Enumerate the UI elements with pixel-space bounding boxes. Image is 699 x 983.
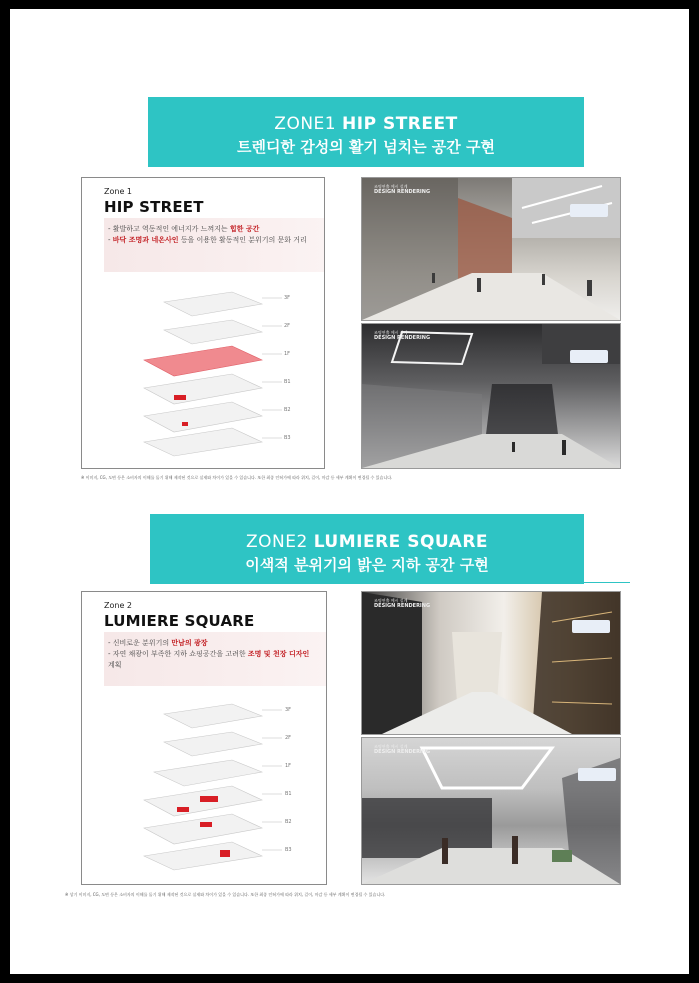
zone2-floor-label-2f: 2F	[285, 735, 292, 741]
zone2-floor-label-1f: 1F	[285, 763, 292, 769]
zone2-photo2-tag: 조명연출 예시 설계 DESIGN RENDERING	[374, 744, 431, 755]
zone1-footnote: ※ 이미지, CG, 도면 등은 소비자의 이해를 돕기 위해 제작된 것으로 실제와 차이가 있을 수 있습니다. 또한 최종 인허가에 따라 위치, 길이, 마감 등 세부 계획이 변경될 수 있습니다.	[81, 475, 393, 480]
zone2-desc-item-1: - 신비로운 분위기의 만남의 광장	[108, 639, 208, 647]
zone1-floor-b1	[144, 374, 262, 404]
zone2-photo1-tag: 조명연출 예시 설계 DESIGN RENDERING	[374, 598, 431, 609]
zone1-desc-item-2: - 바닥 조명과 네온사인 등을 이용한 활동적인 분위기의 문화 거리	[108, 236, 307, 244]
zone1-photo2-tag: 조명연출 예시 설계 DESIGN RENDERING	[374, 330, 431, 341]
zone1-desc-item-1: - 활발하고 역동적인 에너지가 느껴지는 힙한 공간	[108, 225, 260, 233]
zone1-title: HIP STREET	[104, 198, 204, 216]
zone1-floor-b2	[144, 402, 262, 432]
zone2-photo1-scene	[362, 592, 620, 734]
zone2-b2-marker	[200, 822, 212, 827]
zone1-info-panel	[81, 177, 325, 469]
zone2-floor-b2	[144, 814, 262, 844]
zone2-footnote: ※ 상기 이미지, CG, 도면 등은 소비자의 이해를 돕기 위해 제작된 것으로 실제와 차이가 있을 수 있습니다. 또한 최종 인허가에 따라 위치, 길이, 마감 등 세부 계획이 변경될 수 있습니다.	[65, 892, 386, 897]
zone1-isometric-floors	[82, 278, 324, 458]
zone1-floor-label-2f: 2F	[284, 323, 291, 329]
zone1-floor-label-b1: B1	[284, 379, 291, 385]
zone2-floor-label-3f: 3F	[285, 707, 292, 713]
zone2-floor-label-b3: B3	[285, 847, 292, 853]
zone1-floor-b3	[144, 428, 262, 456]
zone1-floor-1f	[144, 346, 262, 376]
zone1-photo1-scene	[362, 178, 620, 320]
zone2-info-panel	[81, 591, 327, 885]
zone2-floor-1f	[154, 760, 262, 786]
zone1-description	[104, 218, 324, 272]
zone2-banner	[150, 514, 584, 584]
zone1-floor-label-b3: B3	[284, 435, 291, 441]
zone2-floor-3f	[164, 704, 262, 728]
zone1-floor-2f	[164, 320, 262, 344]
zone1-banner-heading: ZONE1 HIP STREET	[274, 114, 458, 134]
zone1-banner-subtitle: 트렌디한 감성의 활기 넘치는 공간 구현	[237, 138, 495, 156]
zone2-b3-marker	[220, 850, 230, 857]
zone1-b2-marker	[182, 422, 188, 426]
zone1-floor-3f	[164, 292, 262, 316]
zone2-floor-2f	[164, 732, 262, 756]
zone2-floor-label-b1: B1	[285, 791, 292, 797]
zone1-floor-label-3f: 3F	[284, 295, 291, 301]
zone2-title: LUMIERE SQUARE	[104, 612, 255, 630]
zone2-banner-heading: ZONE2 LUMIERE SQUARE	[245, 532, 489, 552]
zone1-label: Zone 1	[104, 187, 132, 196]
zone2-isometric-floors	[82, 692, 326, 872]
zone1-b1-marker	[174, 395, 186, 400]
zone2-b1-marker-a	[200, 796, 218, 802]
zone2-floor-label-b2: B2	[285, 819, 292, 825]
zone2-desc-item-2: - 자연 채광이 부족한 지하 쇼핑공간을 고려한 조명 및 천장 디자인 계획	[108, 650, 310, 669]
zone1-floor-stack-diagram	[82, 278, 324, 458]
zone2-banner-underline	[584, 582, 630, 583]
zone1-photo1-sign	[570, 204, 608, 217]
zone1-rendering-photo-1	[361, 177, 621, 321]
zone1-floor-label-b2: B2	[284, 407, 291, 413]
zone2-description	[104, 632, 326, 686]
zone1-photo2-scene	[362, 324, 620, 468]
zone2-b1-marker-b	[177, 807, 189, 812]
brochure-sheet	[10, 9, 689, 974]
zone2-floor-b3	[144, 842, 262, 870]
zone1-rendering-photo-2	[361, 323, 621, 469]
zone2-banner-subtitle: 이색적 분위기의 밝은 지하 공간 구현	[245, 556, 489, 574]
zone2-rendering-photo-2	[361, 737, 621, 885]
zone2-photo2-sign	[578, 768, 616, 781]
zone2-rendering-photo-1	[361, 591, 621, 735]
zone2-photo2-scene	[362, 738, 620, 884]
zone1-photo1-tag: 조명연출 예시 설계 DESIGN RENDERING	[374, 184, 431, 195]
zone1-banner	[148, 97, 584, 167]
zone1-floor-label-1f: 1F	[284, 351, 291, 357]
zone2-floor-stack-diagram	[82, 692, 326, 872]
zone2-label: Zone 2	[104, 601, 132, 610]
zone2-photo1-sign	[572, 620, 610, 633]
zone1-photo2-sign	[570, 350, 608, 363]
